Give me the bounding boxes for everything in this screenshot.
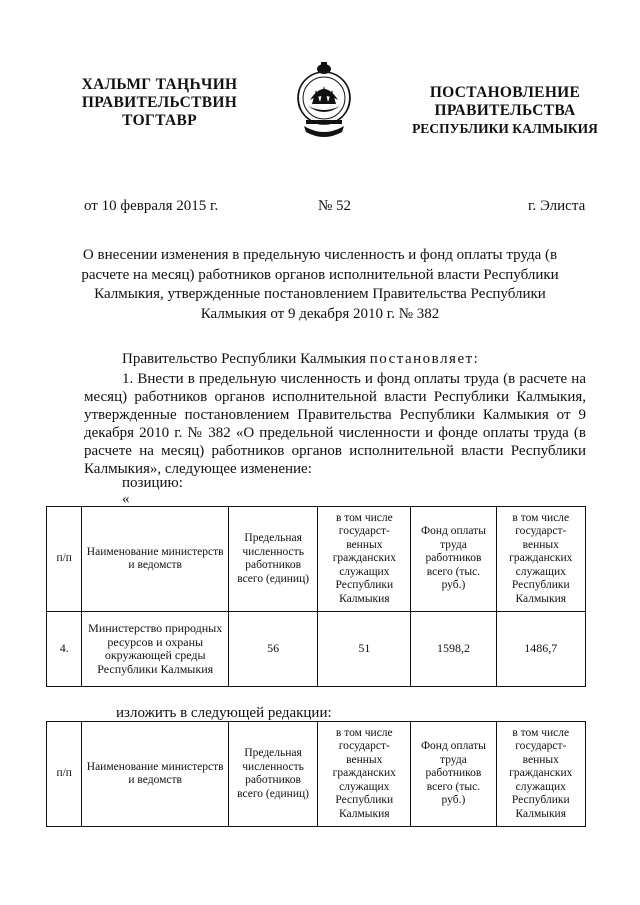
cell-name: Министерство природных ресурсов и охраны окружающей среды Республики Калмыкия <box>82 612 229 687</box>
header-russian-line-2: ПРАВИТЕЛЬСТВА <box>434 102 576 119</box>
header-russian-line-3: РЕСПУБЛИКИ КАЛМЫКИЯ <box>412 121 598 136</box>
after-table-text: изложить в следующей редакции: <box>116 705 332 721</box>
cell-headcount-civil: 51 <box>318 612 411 687</box>
document-number: № 52 <box>318 198 352 214</box>
header-kalmyk-line-1: ХАЛЬМГ ТАҢҺЧИН <box>81 76 238 93</box>
col-header-headcount-civil: в том числе государст-венных гражданских служащих Республики Калмыкия <box>318 507 411 612</box>
cell-number: 4. <box>47 612 82 687</box>
cell-fund: 1598,2 <box>411 612 496 687</box>
intro-verb: постановляет: <box>369 351 480 367</box>
col-header-number: п/п <box>47 722 82 827</box>
document-date: от 10 февраля 2015 г. <box>84 198 219 214</box>
col-header-fund-civil: в том числе государст-венных гражданских служащих Республики Калмыкия <box>496 507 585 612</box>
col-header-headcount-civil: в том числе государст-венных гражданских служащих Республики Калмыкия <box>318 722 411 827</box>
paragraph-1: 1. Внести в предельную численность и фонд оплаты труда (в расчете на месяц) работников органов исполнительной власти Республики Калмыкия, утвержденные постановлением Правительства Республики Калмыкия от 9 декабря 2010 г. № 382 «О предельной численности и фонде оплаты труда (в расчете на месяц) работников органов исполнительной власти Республики Калмыкия», следующее изменение: <box>84 371 586 477</box>
header-russian <box>405 84 605 138</box>
col-header-fund: Фонд оплаты труда работников всего (тыс. руб.) <box>411 722 496 827</box>
col-header-name: Наименование министерств и ведомств <box>82 722 228 827</box>
col-header-fund-civil: в том числе государст-венных гражданских служащих Республики Калмыкия <box>496 722 585 827</box>
document-title: О внесении изменения в предельную численность и фонд оплаты труда (в расчете на месяц) работников органов исполнительной власти Республики Калмыкия, утвержденные постановлением Правительства Республики Калмыкия от 9 декабря 2010 г. № 382 <box>81 247 559 322</box>
header-kalmyk-line-2: ПРАВИТЕЛЬСТВИН <box>81 94 238 111</box>
table-header-row <box>47 722 586 827</box>
header-kalmyk <box>52 76 267 130</box>
cell-fund-civil: 1486,7 <box>496 612 585 687</box>
position-label: позицию: <box>122 475 183 491</box>
position-table-old <box>46 506 586 687</box>
col-header-fund: Фонд оплаты труда работников всего (тыс. руб.) <box>411 507 496 612</box>
intro-line <box>122 350 624 368</box>
document-city: г. Элиста <box>528 198 586 214</box>
table-header-row <box>47 507 586 612</box>
kalmykia-emblem-icon <box>294 60 354 144</box>
table-row <box>47 612 586 687</box>
header-russian-line-1: ПОСТАНОВЛЕНИЕ <box>429 84 581 101</box>
col-header-headcount: Предельная численность работников всего (единиц) <box>229 507 318 612</box>
cell-headcount: 56 <box>229 612 318 687</box>
position-table-new <box>46 721 586 827</box>
header-kalmyk-line-3: ТОГТАВР <box>122 112 197 129</box>
col-header-headcount: Предельная численность работников всего (единиц) <box>228 722 317 827</box>
intro-subject: Правительство Республики Калмыкия <box>122 351 370 367</box>
col-header-name: Наименование министерств и ведомств <box>82 507 229 612</box>
col-header-number: п/п <box>47 507 82 612</box>
open-quote: « <box>122 491 130 507</box>
